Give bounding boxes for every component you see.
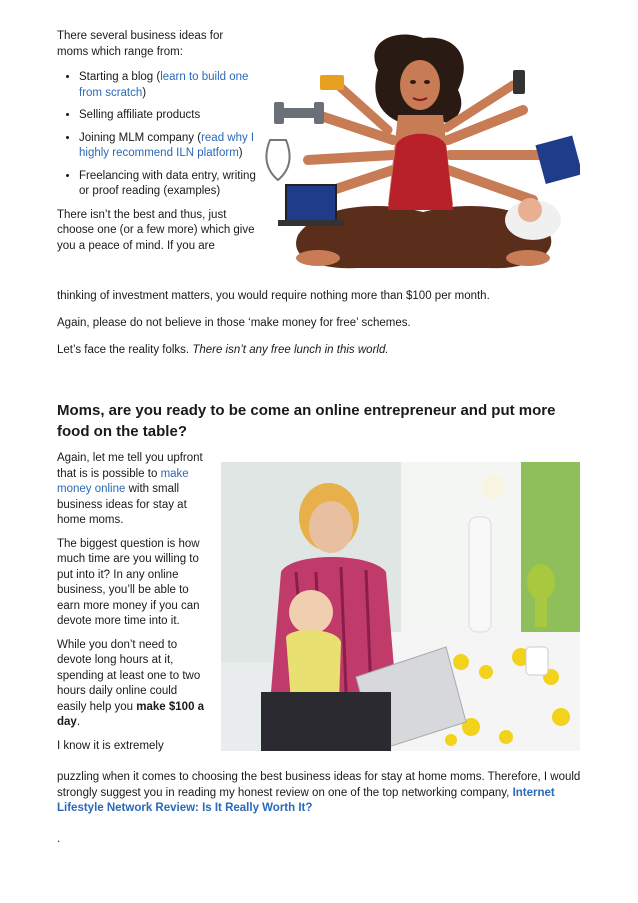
investment-paragraph: thinking of investment matters, you would require nothing more than $100 per month. [57, 290, 490, 302]
multitasking-mom-illustration [258, 30, 580, 275]
iln-recommend-link[interactable]: read why I highly recommend ILN platform [79, 131, 255, 159]
puzzling-paragraph: puzzling when it comes to choosing the best business ideas for stay at home moms. Therefore, I would strongly suggest you in reading my honest review on one of the top networking company, Internet Lifestyle Network Review: Is It Really Worth It? [57, 771, 581, 814]
reality-paragraph: Let’s face the reality folks. There isn’t any free lunch in this world. [57, 344, 389, 356]
daily-hours-paragraph: While you don’t need to devote long hours at it, spending at least one to two hours daily online could easily help you make $100 a day. [57, 638, 205, 728]
upfront-paragraph: Again, let me tell you upfront that is is possible to make money online with small business ideas for stay at home moms. [57, 452, 203, 526]
end-mark: . [57, 833, 61, 845]
make-money-online-link[interactable]: make money online [57, 467, 189, 495]
list-item: • Freelancing with data entry, writing or proof reading (examples) [79, 169, 257, 200]
blog-tutorial-link[interactable]: learn to build one from scratch [79, 71, 249, 99]
make-100-emphasis: make $100 a day [57, 700, 205, 728]
section-heading: Moms, are you ready to be come an online entrepreneur and put more food on the table? [57, 402, 556, 440]
business-ideas-section [57, 29, 257, 254]
online-entrepreneur-section [57, 451, 207, 762]
iln-review-link[interactable]: Internet Lifestyle Network Review: Is It Really Worth It? [57, 786, 555, 814]
choose-paragraph: There isn’t the best and thus, just choose one (or a few more) which give you a peace of mind. If you are [57, 208, 255, 252]
puzzling-paragraph-start: I know it is extremely [57, 739, 164, 752]
schemes-paragraph: Again, please do not believe in those ‘make money for free’ schemes. [57, 317, 411, 329]
list-item: • Joining MLM company (read why I highly recommend ILN platform) [79, 131, 257, 162]
free-lunch-emphasis: There isn’t any free lunch in this world. [192, 344, 389, 356]
ideas-list [57, 70, 257, 200]
time-question-paragraph: The biggest question is how much time are you willing to put into it? In any online business, you’ll be able to earn more money if you can devote more time into it. [57, 537, 200, 627]
list-item: • Selling affiliate products [79, 108, 257, 124]
list-item: • Starting a blog (learn to build one from scratch) [79, 70, 257, 101]
mom-with-baby-laptop-photo [221, 462, 580, 751]
intro-paragraph: There several business ideas for moms which range from: [57, 30, 224, 58]
